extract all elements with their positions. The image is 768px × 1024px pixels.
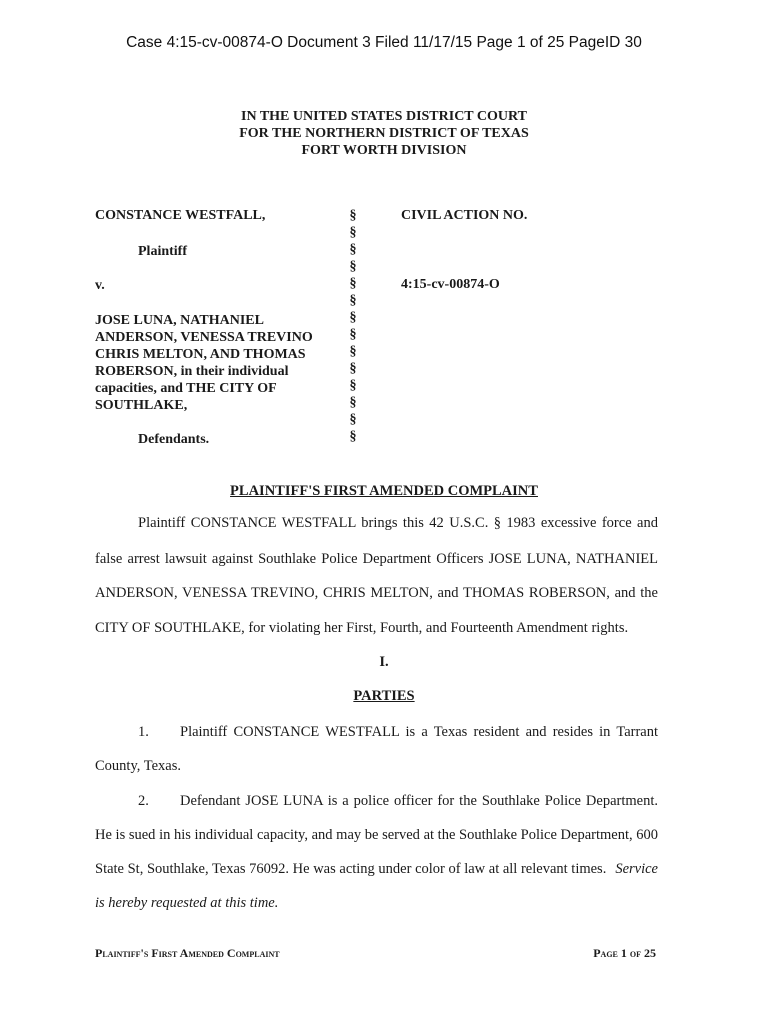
paragraph-2-line-3-italic: Service [615, 861, 658, 877]
section-symbol: § [349, 259, 357, 274]
section-number: I. [379, 654, 389, 670]
section-symbol: § [349, 208, 357, 223]
section-symbol: § [349, 429, 357, 444]
civil-action-label: CIVIL ACTION NO. [401, 208, 528, 223]
paragraph-2-line-3-text: State St, Southlake, Texas 76092. He was acting under color of law at all relevant times. [95, 861, 607, 877]
section-symbol: § [349, 310, 357, 325]
court-name-line-2: FOR THE NORTHERN DISTRICT OF TEXAS [239, 126, 529, 141]
paragraph-1-line-2: County, Texas. [95, 758, 181, 774]
court-division: FORT WORTH DIVISION [301, 143, 467, 158]
paragraph-2-line-1: Defendant JOSE LUNA is a police officer for the Southlake Police Department. [180, 793, 658, 809]
plaintiff-role: Plaintiff [138, 244, 187, 259]
defendants-line-5: capacities, and THE CITY OF [95, 381, 277, 396]
case-number: 4:15-cv-00874-O [401, 277, 500, 292]
section-symbol: § [349, 395, 357, 410]
section-symbol: § [349, 293, 357, 308]
plaintiff-name: CONSTANCE WESTFALL, [95, 208, 266, 223]
section-symbol: § [349, 276, 357, 291]
versus: v. [95, 278, 105, 293]
paragraph-number: 1. [138, 724, 149, 740]
intro-line-1: Plaintiff CONSTANCE WESTFALL brings this 42 U.S.C. § 1983 excessive force and [138, 515, 658, 531]
section-symbol: § [349, 242, 357, 257]
paragraph-1-line-1: Plaintiff CONSTANCE WESTFALL is a Texas resident and resides in Tarrant [180, 724, 658, 740]
case-header-stamp: Case 4:15-cv-00874-O Document 3 Filed 11/17/15 Page 1 of 25 PageID 30 [126, 34, 642, 51]
defendants-line-3: CHRIS MELTON, AND THOMAS [95, 347, 306, 362]
paragraph-2-line-4: is hereby requested at this time. [95, 895, 279, 911]
section-symbol: § [349, 361, 357, 376]
paragraph-2-line-3 [95, 861, 658, 878]
intro-line-2: false arrest lawsuit against Southlake Police Department Officers JOSE LUNA, NATHANIEL [95, 551, 658, 567]
section-symbol: § [349, 344, 357, 359]
section-symbol: § [349, 412, 357, 427]
defendants-line-6: SOUTHLAKE, [95, 398, 188, 413]
defendants-line-4: ROBERSON, in their individual [95, 364, 289, 379]
document-title: PLAINTIFF'S FIRST AMENDED COMPLAINT [230, 483, 538, 499]
court-name-line-1: IN THE UNITED STATES DISTRICT COURT [241, 109, 527, 124]
section-heading: PARTIES [353, 688, 415, 704]
section-symbol: § [349, 225, 357, 240]
footer-document-title: Plaintiff's First Amended Complaint [95, 946, 280, 960]
defendants-line-1: JOSE LUNA, NATHANIEL [95, 313, 264, 328]
section-symbol: § [349, 378, 357, 393]
intro-line-3: ANDERSON, VENESSA TREVINO, CHRIS MELTON, and THOMAS ROBERSON, and the [95, 585, 658, 601]
footer-page-number: Page 1 of 25 [593, 946, 656, 960]
intro-line-4: CITY OF SOUTHLAKE, for violating her First, Fourth, and Fourteenth Amendment rights. [95, 620, 629, 636]
defendants-role: Defendants. [138, 432, 210, 447]
paragraph-number: 2. [138, 793, 149, 809]
defendants-line-2: ANDERSON, VENESSA TREVINO [95, 330, 313, 345]
paragraph-2-line-2: He is sued in his individual capacity, and may be served at the Southlake Police Department, 600 [95, 827, 658, 843]
section-symbol: § [349, 327, 357, 342]
